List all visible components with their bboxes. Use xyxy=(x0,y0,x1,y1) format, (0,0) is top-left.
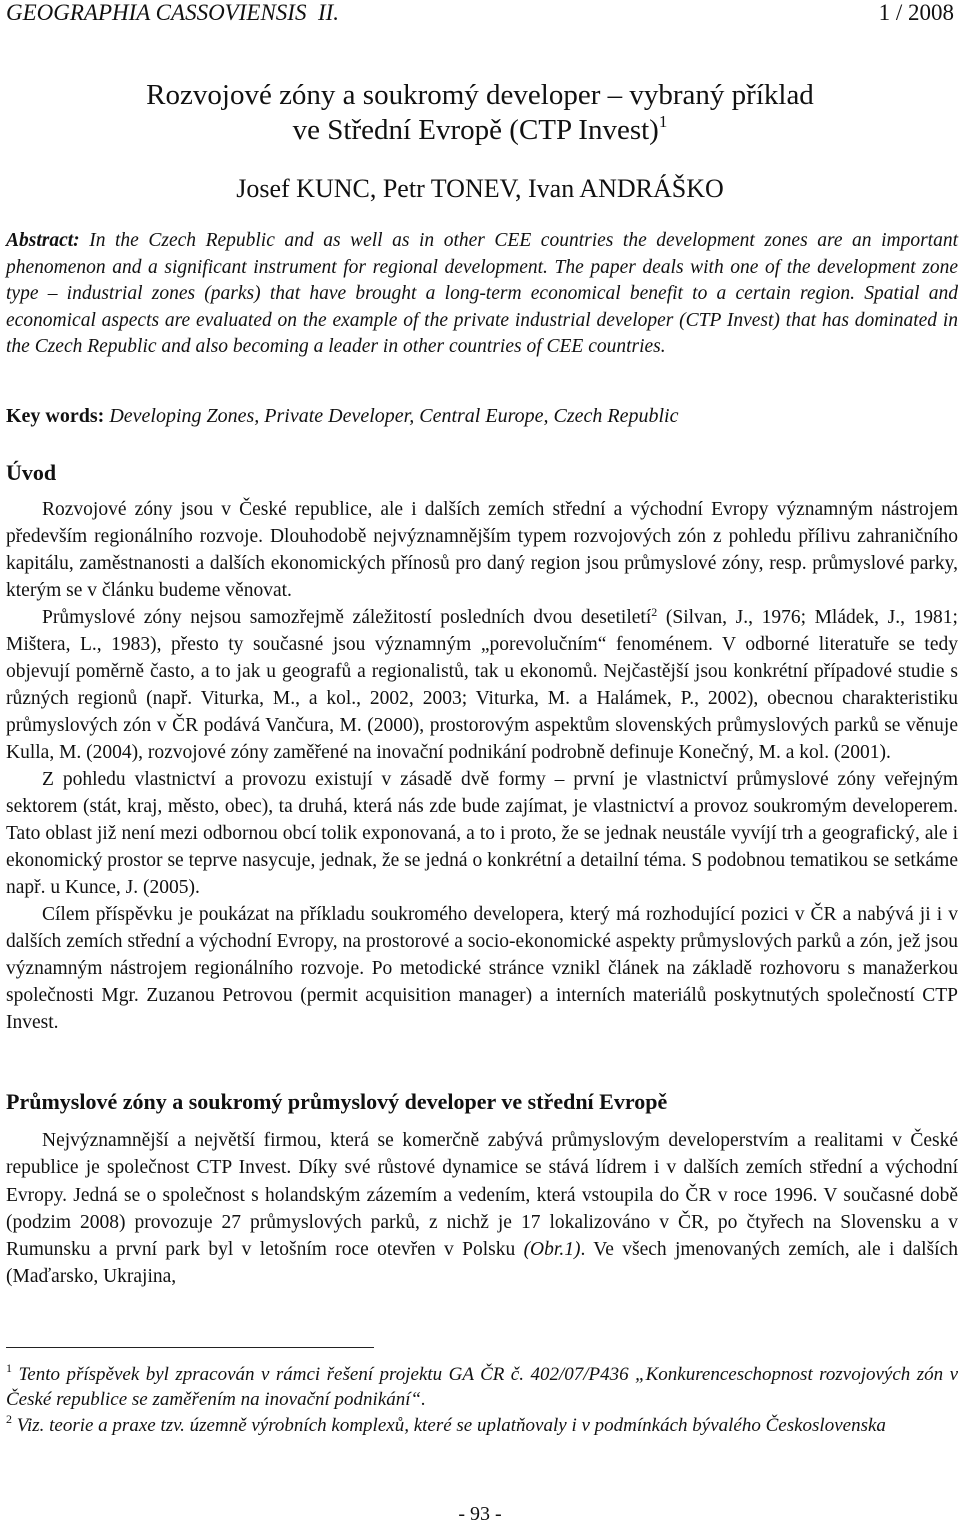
abstract-label: Abstract: xyxy=(6,230,80,251)
title-line-2 xyxy=(0,113,960,148)
intro-paragraph-2-start: Průmyslové zóny nejsou samozřejmě záležitostí posledních dvou desetiletí xyxy=(42,607,652,628)
issue-number: 1 / 2008 xyxy=(878,0,954,25)
footnote-1-mark: 1 xyxy=(6,1361,12,1375)
section-paragraph-1 xyxy=(6,1127,958,1291)
intro-paragraph-3: Z pohledu vlastnictví a provozu existují v zásadě dvě formy – první je vlastnictví průmyslové zóny veřejným sektorem (stát, kraj, město, obec), ta druhá, která nás zde bude zajímat, je vlastnictví a provoz soukromým developerem. Tato oblast již není mezi odbornou obcí tolik exponovaná, a to i proto, že se jednak neustále vyvíjí trh a geografický, ale i ekonomický prostor se teprve nasycuje, jednak, že se jedná o konkrétní a detailní téma. S podobnou tematikou se setkáme např. u Kunce, J. (2005). xyxy=(6,769,958,898)
keywords-label: Key words: xyxy=(6,405,105,427)
keywords xyxy=(6,403,958,430)
section-heading: Průmyslové zóny a soukromý průmyslový developer ve střední Evropě xyxy=(6,1089,668,1114)
intro-paragraph-4: Cílem příspěvku je poukázat na příkladu soukromého developera, který má rozhodující pozici v ČR a nabývá ji i v dalších zemích střední a východní Evropy, na prostorové a socio-ekonomické aspekty průmyslových parků a zón, jež jsou významným nástrojem regionálního rozvoje. Po metodické stránce vznikl článek na základě rozhovoru s manažerkou společnosti Mgr. Zuzanou Petrovou (permit acquisition manager) a interních materiálů poskytnutých společností CTP Invest. xyxy=(6,904,958,1033)
section-body xyxy=(6,1127,958,1291)
section-paragraph-1-start: Nejvýznamnější a největší firmou, která se komerčně zabývá průmyslovým developerstvím a realitami v České republice je společnost CTP Invest. Díky své růstové dynamice se stává lídrem i v dalších zemích střední a východní Evropy. Jedná se o společnost s holandským zázemím a vedením, která vstoupila do ČR v roce 1996. V současné době (podzim 2008) provozuje 27 průmyslových parků, z nichž je 17 lokalizováno v ČR, po čtyřech na Slovensku a v Rumunsku a první park byl v letošním roce otevřen v Polsku xyxy=(6,1130,958,1261)
intro-paragraph-2-rest: (Silvan, J., 1976; Mládek, J., 1981; Mištera, L., 1983), přesto ty současné jsou významným „porevolučním“ fenoménem. V odborné literatuře se tedy objevují poměrně často, a to jak u geografů a regionalistů, tak u ekonomů. Nejčastější jsou konkrétní případové studie s různých regionů (např. Viturka, M., a kol., 2002, 2003; Viturka, M. a Halámek, P., 2002), obecnou charakteristiku průmyslových zón v ČR podává Vančura, M. (2000), prostorovým aspektům slovenských průmyslových parků se věnuje Kulla, M. (2004), rozvojové zóny zaměřené na inovační podnikání podrobně definuje Konečný, M. a kol. (2001). xyxy=(6,607,958,763)
running-header xyxy=(0,0,960,30)
authors: Josef KUNC, Petr TONEV, Ivan ANDRÁŠKO xyxy=(236,174,724,203)
intro-paragraph-2 xyxy=(6,604,958,766)
abstract xyxy=(6,228,958,361)
title-line-2-text: ve Střední Evropě (CTP Invest) xyxy=(292,114,659,146)
footnotes xyxy=(6,1362,958,1439)
footnote-1 xyxy=(6,1362,958,1412)
footnote-2-text: Viz. teorie a praxe tzv. územně výrobních komplexů, které se uplatňovaly i v podmínkách bývalého Československa xyxy=(16,1415,886,1436)
footnote-2 xyxy=(6,1413,958,1438)
footnote-ref-2[interactable]: 2 xyxy=(651,605,658,619)
section-paragraph-1-rest: . Ve všech jmenovaných zemích, ale i dalších (Maďarsko, Ukrajina, xyxy=(6,1239,959,1288)
page-number: - 93 - xyxy=(458,1503,502,1525)
footnote-2-mark: 2 xyxy=(6,1412,12,1426)
footnote-divider xyxy=(6,1347,374,1348)
figure-reference[interactable]: (Obr.1) xyxy=(523,1239,581,1261)
keywords-text: Developing Zones, Private Developer, Central Europe, Czech Republic xyxy=(109,405,679,427)
paper-title xyxy=(0,78,960,148)
intro-body xyxy=(6,496,958,1036)
title-footnote-mark[interactable]: 1 xyxy=(658,112,668,131)
abstract-text: In the Czech Republic and as well as in other CEE countries the development zones are an important phenomenon and a significant instrument for regional development. The paper deals with one of the development zone type – industrial zones (parks) that have brought a long-term economical benefit to a certain region. Spatial and economical aspects are evaluated on the example of the private industrial developer (CTP Invest) that has dominated in the Czech Republic and also becoming a leader in other countries of CEE countries. xyxy=(6,230,958,357)
journal-name: GEOGRAPHIA CASSOVIENSIS II. xyxy=(6,0,340,25)
footnote-1-text: Tento příspěvek byl zpracován v rámci řešení projektu GA ČR č. 402/07/P436 „Konkurenceschopnost rozvojových zón v České republice se zaměřením na inovační podnikání“. xyxy=(6,1364,959,1410)
title-line-1: Rozvojové zóny a soukromý developer – vybraný příklad xyxy=(146,79,814,111)
intro-paragraph-1: Rozvojové zóny jsou v České republice, ale i dalších zemích střední a východní Evropy významným nástrojem především regionálního rozvoje. Dlouhodobě nejvýznamnějším typem rozvojových zón z pohledu přílivu zahraničního kapitálu, zaměstnanosti a dalších ekonomických přínosů pro daný region jsou průmyslové zóny, resp. průmyslové parky, kterým se v článku budeme věnovat. xyxy=(6,499,958,601)
intro-heading: Úvod xyxy=(6,460,57,485)
